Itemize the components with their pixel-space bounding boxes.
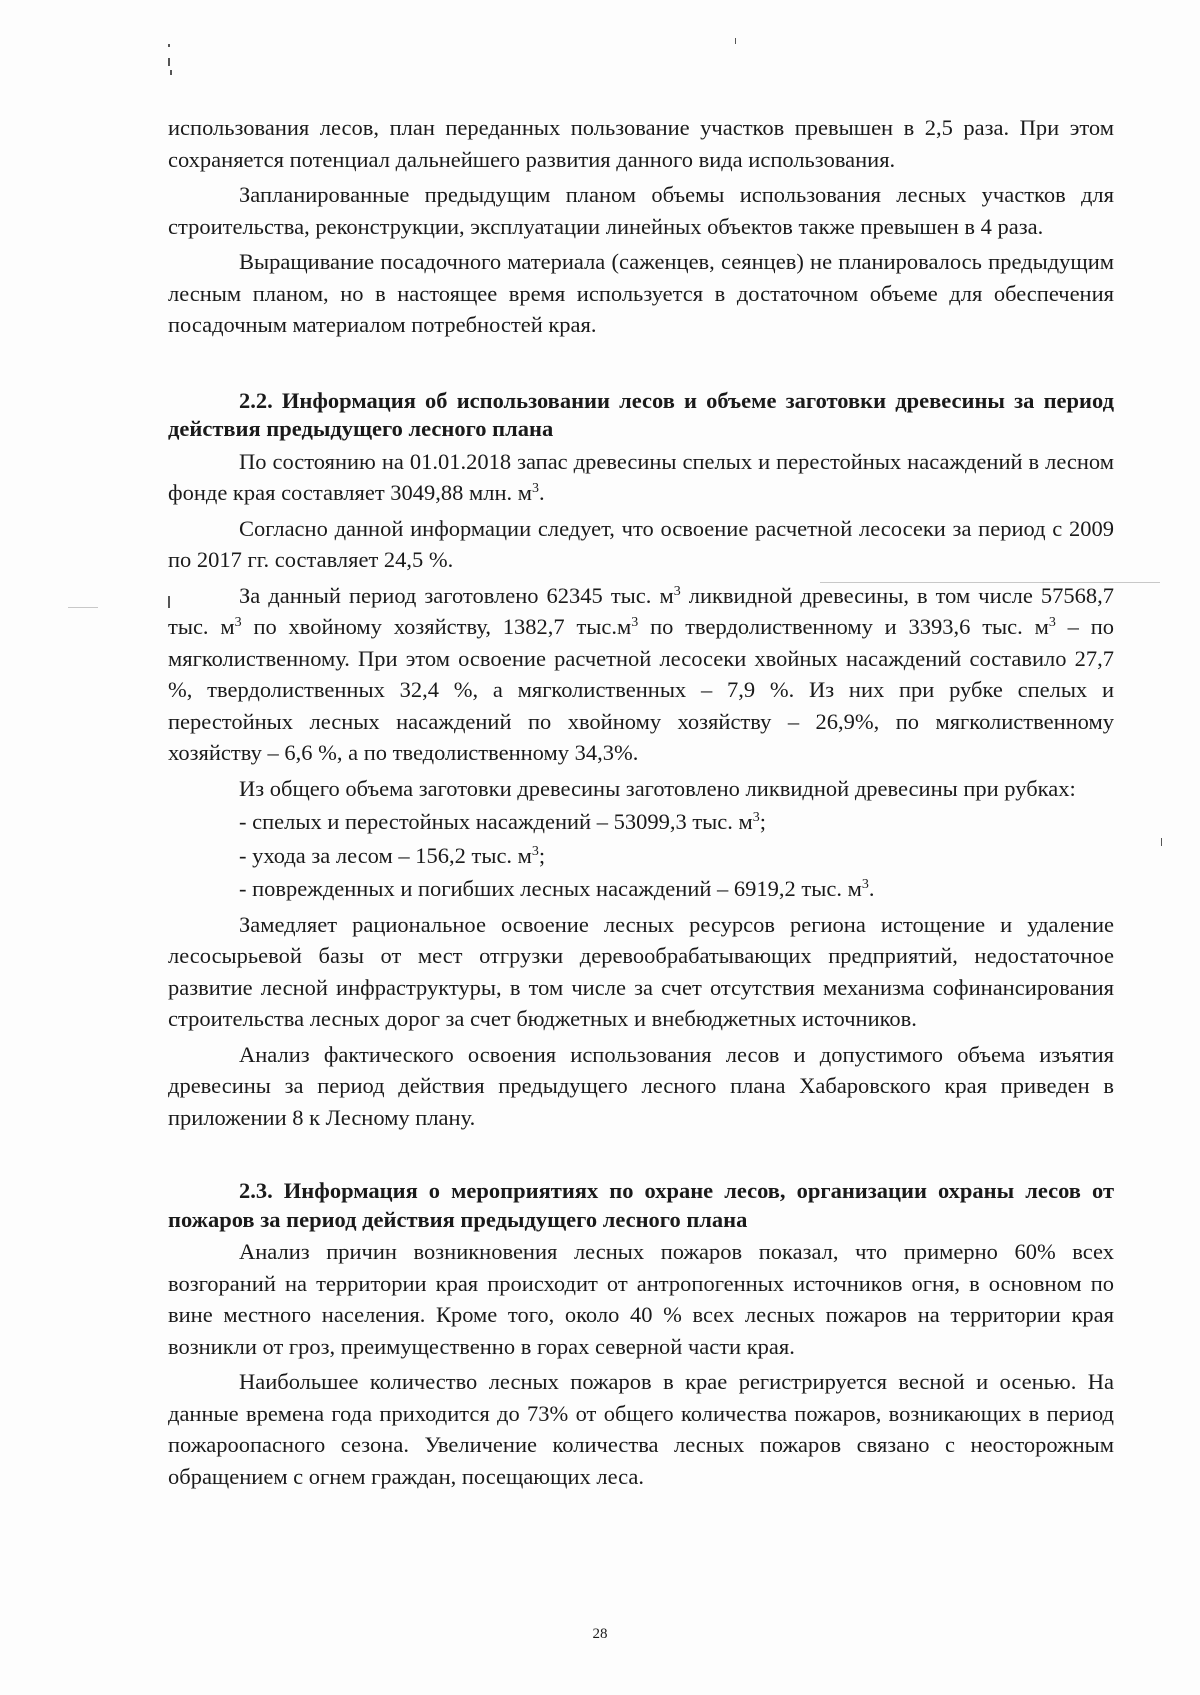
- scan-speck: [170, 70, 172, 75]
- section-heading-2-2: 2.2. Информация об использовании лесов и объеме заготовки древесины за период действия предыдущего лесного плана: [168, 387, 1114, 441]
- superscript: 3: [531, 843, 539, 859]
- scan-speck: [168, 44, 170, 47]
- scan-line: [68, 607, 98, 608]
- paragraph: Запланированные предыдущим планом объемы использования лесных участков для строительства, реконструкции, эксплуатации линейных объектов также превышен в 4 раза.: [168, 182, 1114, 239]
- paragraph: Замедляет рациональное освоение лесных ресурсов региона истощение и удаление лесосырьевой базы от мест отгрузки деревообрабатывающих предприятий, недостаточное развитие лесной инфраструктуры, в том числе за счет отсутствия механизма софинансирования строительства лесных дорог за счет бюджетных и внебюджетных источников.: [168, 911, 1114, 1031]
- list-item: [239, 840, 1114, 872]
- text-run: По состоянию на 01.01.2018 запас древесины спелых и перестойных насаждений в лесном фонде края составляет 3049,88 млн. м: [168, 448, 1114, 505]
- text-run: ;: [538, 842, 546, 868]
- text-run: - ухода за лесом – 156,2 тыс. м: [239, 842, 532, 868]
- superscript: 3: [631, 615, 639, 630]
- paragraph: Согласно данной информации следует, что освоение расчетной лесосеки за период с 2009 по 2017 гг. составляет 24,5 %.: [168, 515, 1114, 572]
- paragraph: Анализ причин возникновения лесных пожаров показал, что примерно 60% всех возгораний на территории края происходит от антропогенных источников огня, в основном по вине местного населения. Кроме того, около 40 % всех лесных пожаров на территории края возникли от гроз, преимущественно в горах северной части края.: [168, 1239, 1114, 1359]
- text-run: – по мягколиственному. При этом освоение расчетной лесосеки хвойных насаждений составило 27,7 %, твердолиственных 32,4 %, а мягколиственных – 7,9 %. Из них при рубке спелых и перестойных лесных насаждений по хвойному хозяйству – 26,9%, по мягколиственному хозяйству – 6,6 %, а по тведолиственному 34,3%.: [168, 614, 1114, 765]
- superscript: 3: [1048, 615, 1056, 630]
- scan-speck: [735, 38, 736, 44]
- section-heading-2-3: 2.3. Информация о мероприятиях по охране лесов, организации охраны лесов от пожаров за период действия предыдущего лесного плана: [168, 1178, 1114, 1232]
- paragraph: Из общего объема заготовки древесины заготовлено ликвидной древесины при рубках:: [239, 775, 1076, 801]
- superscript: 3: [861, 877, 869, 892]
- superscript: 3: [752, 810, 760, 825]
- paragraph: [168, 446, 1114, 509]
- text-run: по хвойному хозяйству, 1382,7 тыс.м: [241, 614, 632, 639]
- paragraph: [168, 580, 1114, 769]
- text-run: - спелых и перестойных насаждений – 53099,3 тыс. м: [239, 809, 753, 834]
- superscript: 3: [234, 615, 242, 630]
- list-item: [239, 873, 1114, 905]
- paragraph: Анализ фактического освоения использования лесов и допустимого объема изъятия древесины за период действия предыдущего лесного плана Хабаровского края приведен в приложении 8 к Лесному плану.: [168, 1041, 1114, 1130]
- paragraph: Выращивание посадочного материала (саженцев, сеянцев) не планировалось предыдущим лесным планом, но в настоящее время используется в достаточном объеме для обеспечения посадочным материалом потребностей края.: [168, 249, 1114, 337]
- page-number: 28: [592, 1626, 608, 1642]
- text-run: - поврежденных и погибших лесных насаждений – 6919,2 тыс. м: [239, 876, 862, 901]
- text-run: ;: [759, 809, 767, 834]
- superscript: 3: [532, 481, 540, 496]
- text-run: по твердолиственному и 3393,6 тыс. м: [638, 614, 1049, 639]
- scan-speck: [168, 58, 170, 66]
- list-item: [239, 806, 1114, 838]
- scan-speck: [1161, 838, 1162, 846]
- text-run: За данный период заготовлено 62345 тыс. м: [239, 582, 674, 608]
- superscript: 3: [673, 583, 681, 599]
- paragraph: Наибольшее количество лесных пожаров в крае регистрируется весной и осенью. На данные времена года приходится до 73% от общего количества пожаров, возникающих в период пожароопасного сезона. Увеличение количества лесных пожаров связано с неосторожным обращением с огнем граждан, посещающих леса.: [168, 1369, 1114, 1489]
- document-body: [168, 112, 1114, 1492]
- text-run: .: [539, 480, 545, 505]
- paragraph: использования лесов, план переданных пользование участков превышен в 2,5 раза. При этом сохраняется потенциал дальнейшего развития данного вида использования.: [168, 115, 1114, 172]
- text-run: ликвидной древесины, в том числе 57568,7 тыс. м: [168, 582, 1114, 639]
- text-run: .: [868, 876, 875, 901]
